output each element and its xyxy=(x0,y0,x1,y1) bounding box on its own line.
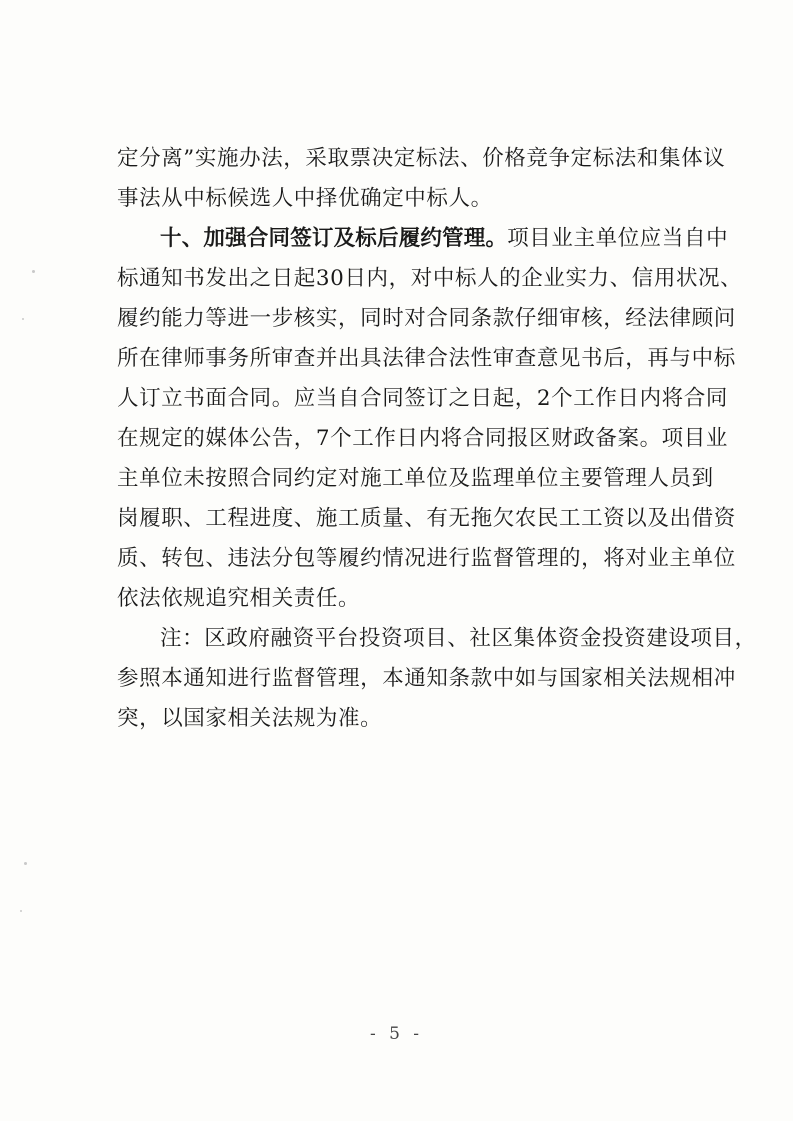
section-ten-line xyxy=(160,219,729,259)
scan-speck xyxy=(20,910,22,912)
text-line: 所在律师事务所审查并出具法律合法性审查意见书后，再与中标 xyxy=(117,346,736,371)
text-line: 质、转包、违法分包等履约情况进行监督管理的，将对业主单位 xyxy=(117,546,736,571)
text-line: 主单位未按照合同约定对施工单位及监理单位主要管理人员到 xyxy=(117,466,714,491)
text-line: 人订立书面合同。应当自合同签订之日起，2个工作日内将合同 xyxy=(117,386,728,411)
section-heading: 十、加强合同签订及标后履约管理。 xyxy=(160,226,508,251)
text-line: 在规定的媒体公告，7个工作日内将合同报区财政备案。项目业 xyxy=(117,426,728,451)
page-number: - 5 - xyxy=(369,1024,424,1044)
scan-speck xyxy=(32,270,35,273)
text-line: 参照本通知进行监督管理，本通知条款中如与国家相关法规相冲 xyxy=(117,666,736,691)
text-line: 岗履职、工程进度、施工质量、有无拖欠农民工工资以及出借资 xyxy=(117,506,736,531)
text-line: 依法依规追究相关责任。 xyxy=(117,586,361,611)
note-line: 注：区政府融资平台投资项目、社区集体资金投资建设项目， xyxy=(160,626,757,651)
scan-speck xyxy=(24,862,27,865)
text-line: 履约能力等进一步核实，同时对合同条款仔细审核，经法律顾问 xyxy=(117,306,736,331)
text-line: 事法从中标候选人中择优确定中标人。 xyxy=(117,186,493,211)
text-line: 定分离”实施办法，采取票决定标法、价格竞争定标法和集体议 xyxy=(117,146,726,171)
scan-speck xyxy=(22,318,24,320)
text-line: 标通知书发出之日起30日内，对中标人的企业实力、信用状况、 xyxy=(117,266,743,291)
section-text: 项目业主单位应当自中 xyxy=(507,226,729,251)
text-line: 突，以国家相关法规为准。 xyxy=(117,706,383,731)
